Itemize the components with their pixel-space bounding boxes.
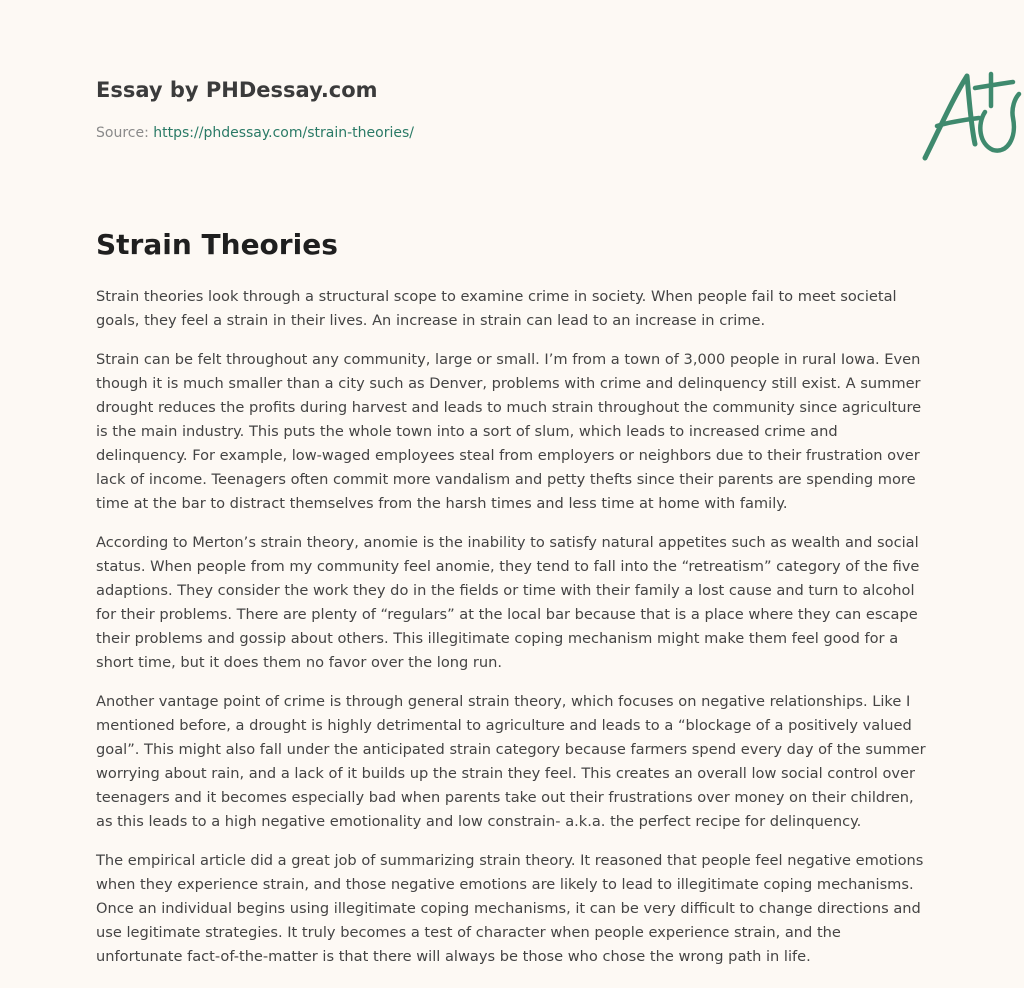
essay-paragraph: Another vantage point of crime is through general strain theory, which focuses on negative relationships. Like I mentioned before, a drought is highly detrimental to agriculture and leads to a “blockage of a positively valued goal”. This might also fall under the anticipated strain category because farmers spend every day of the summer worrying about rain, and a lack of it builds up the strain they feel. This creates an overall low social control over teenagers and it becomes especially bad when parents take out their frustrations over money on their children, as this leads to a high negative emotionality and low constrain- a.k.a. the perfect recipe for delinquency. — [96, 693, 926, 830]
source-line — [96, 124, 414, 142]
essay-title: Strain Theories — [96, 228, 338, 261]
a-plus-logo-icon — [919, 68, 1023, 164]
site-title: Essay by PHDessay.com — [96, 78, 378, 102]
essay-paragraph: According to Merton’s strain theory, anomie is the inability to satisfy natural appetites such as wealth and social status. When people from my community feel anomie, they tend to fall into the “retreatism” category of the five adaptions. They consider the work they do in the fields or time with their family a lost cause and turn to alcohol for their problems. There are plenty of “regulars” at the local bar because that is a place where they can escape their problems and gossip about others. This illegitimate coping mechanism might make them feel good for a short time, but it does them no favor over the long run. — [96, 534, 920, 671]
essay-paragraph: The empirical article did a great job of summarizing strain theory. It reasoned that people feel negative emotions when they experience strain, and those negative emotions are likely to lead to illegitimate coping mechanisms. Once an individual begins using illegitimate coping mechanisms, it can be very difficult to change directions and use legitimate strategies. It truly becomes a test of character when people experience strain, and the unfortunate fact-of-the-matter is that there will always be those who chose the wrong path in life. — [96, 852, 924, 965]
source-label: Source: — [96, 125, 149, 141]
source-link[interactable]: https://phdessay.com/strain-theories/ — [153, 125, 414, 141]
essay-body — [96, 285, 931, 984]
essay-paragraph: Strain can be felt throughout any community, large or small. I’m from a town of 3,000 people in rural Iowa. Even though it is much smaller than a city such as Denver, problems with crime and delinquency still exist. A summer drought reduces the profits during harvest and leads to much strain throughout the community since agriculture is the main industry. This puts the whole town into a sort of slum, which leads to increased crime and delinquency. For example, low-waged employees steal from employers or neighbors due to their frustration over lack of income. Teenagers often commit more vandalism and petty thefts since their parents are spending more time at the bar to distract themselves from the harsh times and less time at home with family. — [96, 351, 922, 512]
essay-paragraph: Strain theories look through a structural scope to examine crime in society. When people fail to meet societal goals, they feel a strain in their lives. An increase in strain can lead to an increase in crime. — [96, 288, 897, 329]
